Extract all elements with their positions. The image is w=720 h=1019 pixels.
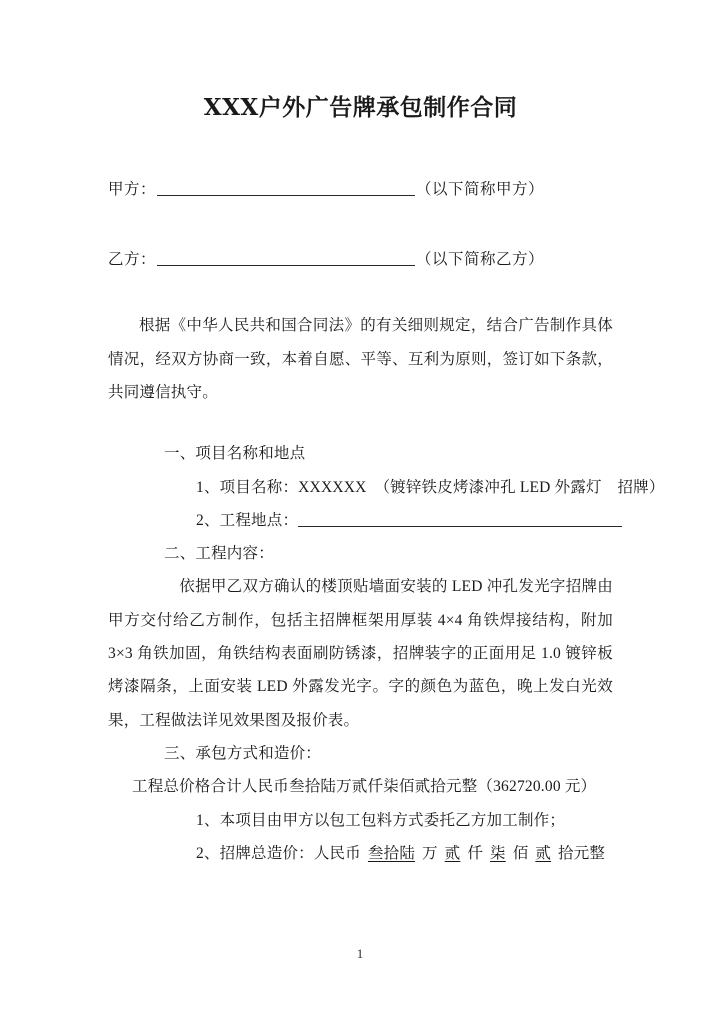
section-three-item-1: 1、本项目由甲方以包工包料方式委托乙方加工制作； <box>196 811 566 829</box>
party-a-input-blank[interactable] <box>157 179 415 196</box>
preamble-paragraph: 根据《中华人民共和国合同法》的有关细则规定，结合广告制作具体情况，经双方协商一致，本着自愿、平等、互利为原则，签订如下条款，共同遵信执守。 <box>108 317 613 401</box>
amount-segment-4[interactable]: 柒 <box>490 844 506 862</box>
party-b-row <box>108 248 613 271</box>
amount-segment-1: 万 <box>422 844 438 862</box>
section-one-item-1: 1、项目名称：XXXXXX （镀锌铁皮烤漆冲孔 LED 外露灯 招牌） <box>196 478 665 496</box>
party-b-suffix: （以下简称乙方） <box>416 251 545 268</box>
section-one-item-2 <box>108 504 613 537</box>
amount-segment-0[interactable]: 叁拾陆 <box>367 844 416 862</box>
page-number: 1 <box>356 946 364 961</box>
section-three-heading: 三、承包方式和造价： <box>164 745 322 762</box>
party-a-row <box>108 178 613 201</box>
section-one-heading: 一、项目名称和地点 <box>164 445 306 463</box>
section-three-item-2 <box>108 837 613 870</box>
amount-segment-3: 仟 <box>467 844 484 862</box>
amount-segment-6[interactable]: 贰 <box>535 844 552 862</box>
party-a-suffix: （以下简称甲方） <box>416 180 545 198</box>
amount-segment-2[interactable]: 贰 <box>444 844 461 862</box>
section-two-heading: 二、工程内容： <box>164 545 274 563</box>
section-three-item-2-prefix: 2、招牌总造价：人民币 <box>196 844 361 862</box>
page-title: ⅩⅩⅩ户外广告牌承包制作合同 <box>203 95 518 120</box>
signboard-amount-in-words <box>368 845 605 862</box>
party-a-label: 甲方： <box>108 180 157 198</box>
document-content <box>108 0 665 870</box>
party-b-input-blank[interactable] <box>157 250 415 267</box>
amount-segment-5: 佰 <box>512 844 529 862</box>
section-two-body: 依据甲乙双方确认的楼顶贴墙面安装的 LED 冲孔发光字招牌由甲方交付给乙方制作，包括主招牌框架用厚装 4×4 角铁焊接结构，附加 3×3 角铁加固，角铁结构表面刷防锈漆，招牌装字的正面用足 1.0 镀锌板烤漆隔条，上面安装 LED 外露发光字。字的颜色为蓝色，晚上发白光效果，工程做法详见效果图及报价表。 <box>108 578 613 729</box>
total-price-line: 工程总价格合计人民币叁拾陆万贰仟柒佰贰拾元整（362720.00 元） <box>132 778 597 796</box>
amount-segment-7: 拾元整 <box>558 844 606 862</box>
section-one-item-2-label: 2、工程地点： <box>196 511 299 529</box>
project-location-input-blank[interactable] <box>298 510 622 527</box>
party-b-label: 乙方： <box>108 251 157 268</box>
